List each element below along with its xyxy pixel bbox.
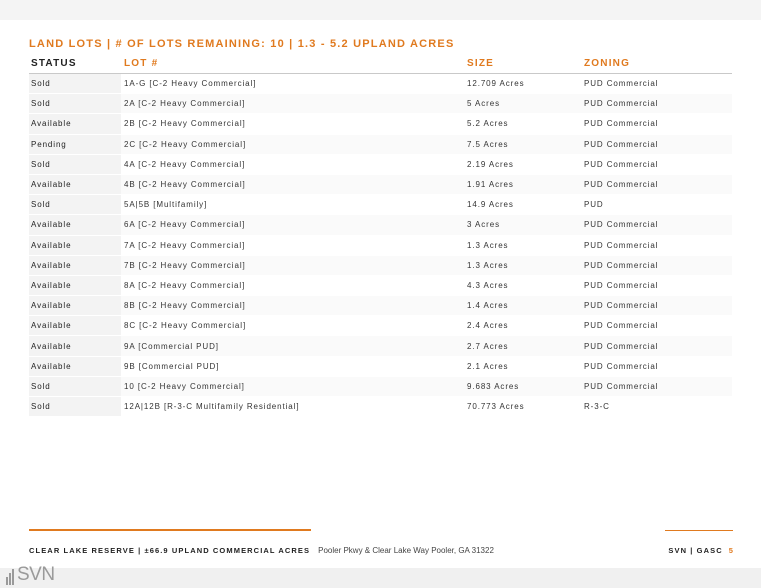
status-cell: Available: [29, 175, 121, 194]
lot-cell: 4A [C-2 Heavy Commercial]: [124, 159, 246, 169]
size-cell: 9.683 Acres: [465, 377, 584, 396]
footer-address: Pooler Pkwy & Clear Lake Way Pooler, GA 31322: [318, 545, 494, 555]
footer-brand-block: [668, 546, 734, 555]
column-header-size: SIZE: [467, 58, 495, 69]
status-cell: Available: [29, 236, 121, 255]
lot-cell: 9B [Commercial PUD]: [124, 361, 220, 371]
zoning-cell: PUD Commercial: [584, 240, 659, 250]
zoning-cell: PUD Commercial: [584, 296, 732, 315]
size-cell: 2.7 Acres: [465, 336, 584, 355]
table-row: [29, 256, 732, 276]
table-row: [29, 195, 732, 215]
table-row: [29, 357, 732, 377]
lot-cell: 1A-G [C-2 Heavy Commercial]: [124, 79, 257, 89]
status-cell: Sold: [29, 94, 121, 113]
lots-table: [29, 54, 732, 417]
table-row: [29, 135, 732, 155]
lot-cell: 7B [C-2 Heavy Commercial]: [121, 256, 465, 275]
footer-divider-right: [665, 530, 733, 531]
status-cell: Sold: [29, 155, 121, 174]
zoning-cell: PUD Commercial: [584, 280, 659, 290]
status-cell: Available: [29, 215, 121, 234]
size-cell: 12.709 Acres: [467, 79, 525, 89]
footer-divider-left: [29, 529, 311, 531]
lot-cell: 2B [C-2 Heavy Commercial]: [124, 119, 246, 129]
lot-cell: 6A [C-2 Heavy Commercial]: [121, 215, 465, 234]
status-cell: Sold: [29, 397, 121, 416]
size-cell: 7.5 Acres: [465, 135, 584, 154]
size-cell: 1.4 Acres: [465, 296, 584, 315]
zoning-cell: PUD Commercial: [584, 94, 732, 113]
zoning-cell: PUD Commercial: [584, 175, 732, 194]
status-cell: Sold: [29, 377, 121, 396]
footer-brand: SVN | GASC: [668, 545, 723, 555]
lot-cell: 8A [C-2 Heavy Commercial]: [124, 280, 246, 290]
table-row: [29, 74, 732, 94]
size-cell: 1.3 Acres: [465, 256, 584, 275]
column-header-lot: LOT #: [124, 58, 159, 69]
size-cell: 3 Acres: [465, 215, 584, 234]
status-cell: Available: [29, 256, 121, 275]
table-row: [29, 276, 732, 296]
status-cell: Sold: [29, 74, 121, 93]
lot-cell: 2A [C-2 Heavy Commercial]: [121, 94, 465, 113]
zoning-cell: PUD Commercial: [584, 377, 732, 396]
table-row: [29, 215, 732, 235]
size-cell: 1.91 Acres: [465, 175, 584, 194]
status-cell: Sold: [29, 195, 121, 214]
table-row: [29, 316, 732, 336]
zoning-cell: PUD: [584, 200, 604, 210]
lot-cell: 7A [C-2 Heavy Commercial]: [124, 240, 246, 250]
zoning-cell: PUD Commercial: [584, 119, 659, 129]
status-cell: Available: [29, 316, 121, 335]
status-cell: Pending: [29, 135, 121, 154]
zoning-cell: PUD Commercial: [584, 79, 659, 89]
lot-cell: 10 [C-2 Heavy Commercial]: [121, 377, 465, 396]
logo-text: SVN: [17, 564, 55, 585]
table-header: [29, 54, 732, 74]
lot-cell: 9A [Commercial PUD]: [121, 336, 465, 355]
top-strip: [0, 0, 761, 20]
status-cell: Available: [29, 114, 121, 133]
table-row: [29, 175, 732, 195]
size-cell: 4.3 Acres: [467, 280, 509, 290]
lot-cell: 2C [C-2 Heavy Commercial]: [121, 135, 465, 154]
status-cell: Available: [29, 296, 121, 315]
zoning-cell: PUD Commercial: [584, 321, 659, 331]
table-body: [29, 74, 732, 417]
footer-project-title: CLEAR LAKE RESERVE | ±66.9 UPLAND COMMERCIAL ACRES: [29, 545, 311, 555]
status-cell: Available: [29, 336, 121, 355]
zoning-cell: R-3-C: [584, 402, 610, 412]
zoning-cell: PUD Commercial: [584, 361, 659, 371]
svn-bars-icon: [6, 565, 15, 585]
column-header-status: STATUS: [31, 58, 77, 69]
table-row: [29, 296, 732, 316]
size-cell: 2.1 Acres: [467, 361, 509, 371]
column-header-zoning: ZONING: [584, 58, 631, 69]
zoning-cell: PUD Commercial: [584, 336, 732, 355]
status-cell: Available: [29, 357, 121, 376]
table-row: [29, 397, 732, 417]
lot-cell: 4B [C-2 Heavy Commercial]: [121, 175, 465, 194]
table-row: [29, 236, 732, 256]
size-cell: 14.9 Acres: [467, 200, 514, 210]
lot-cell: 8B [C-2 Heavy Commercial]: [121, 296, 465, 315]
zoning-cell: PUD Commercial: [584, 159, 659, 169]
size-cell: 70.773 Acres: [467, 402, 525, 412]
page-number: 5: [728, 545, 734, 555]
size-cell: 5 Acres: [465, 94, 584, 113]
page-footer: [29, 544, 734, 556]
table-row: [29, 377, 732, 397]
lot-cell: 5A|5B [Multifamily]: [124, 200, 208, 210]
table-row: [29, 114, 732, 134]
size-cell: 2.4 Acres: [467, 321, 509, 331]
size-cell: 1.3 Acres: [467, 240, 509, 250]
zoning-cell: PUD Commercial: [584, 215, 732, 234]
zoning-cell: PUD Commercial: [584, 256, 732, 275]
table-row: [29, 155, 732, 175]
page-heading: LAND LOTS | # OF LOTS REMAINING: 10 | 1.3 - 5.2 UPLAND ACRES: [29, 38, 455, 50]
status-cell: Available: [29, 276, 121, 295]
lot-cell: 12A|12B [R-3-C Multifamily Residential]: [124, 402, 300, 412]
size-cell: 5.2 Acres: [467, 119, 509, 129]
table-row: [29, 336, 732, 356]
table-row: [29, 94, 732, 114]
lot-cell: 8C [C-2 Heavy Commercial]: [124, 321, 247, 331]
size-cell: 2.19 Acres: [467, 159, 514, 169]
svn-logo: [6, 561, 70, 585]
zoning-cell: PUD Commercial: [584, 135, 732, 154]
